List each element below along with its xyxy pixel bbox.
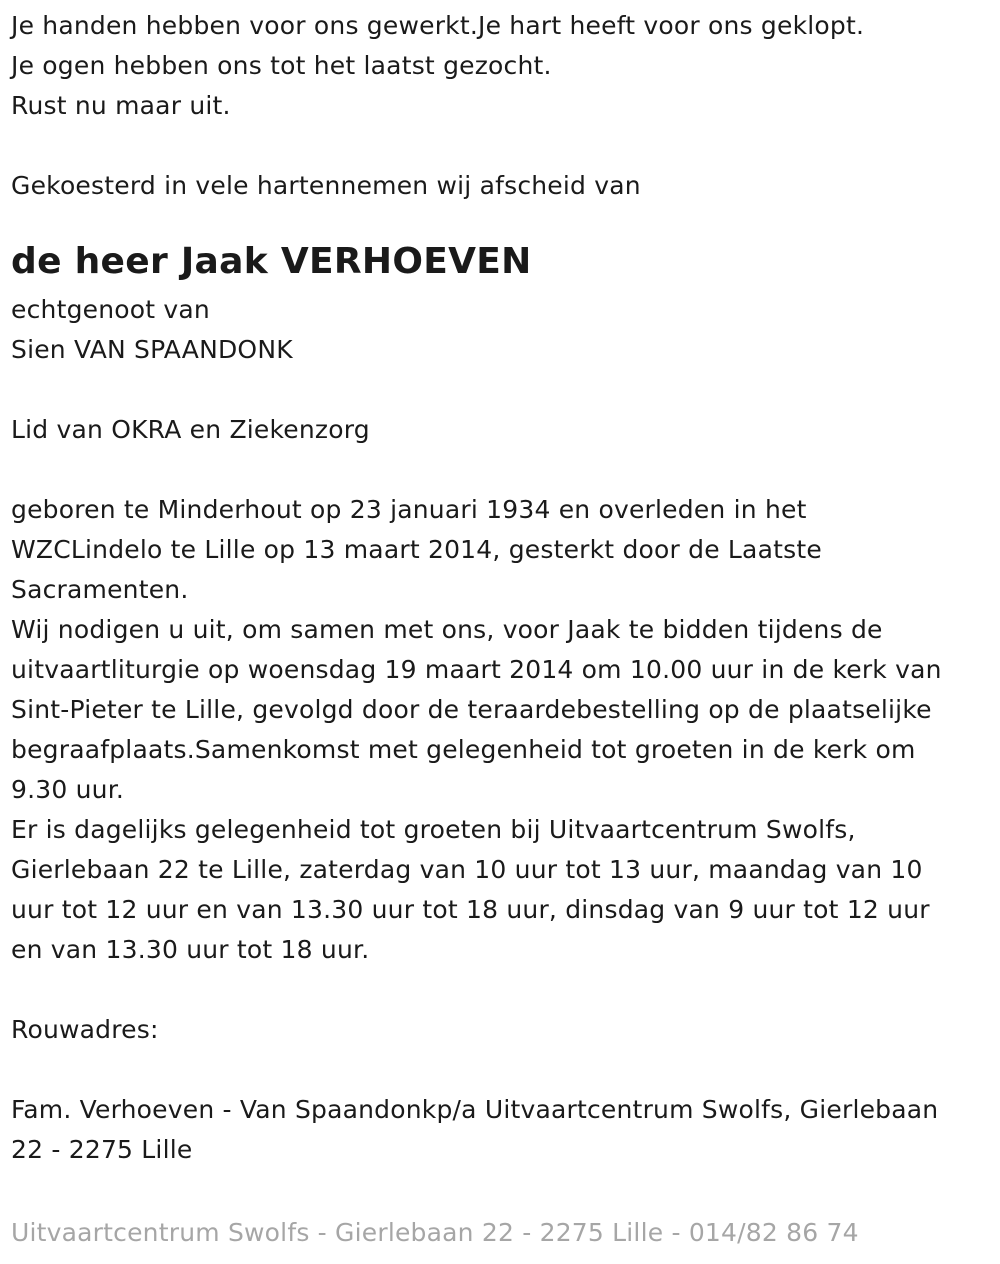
poem-line-1: Je handen hebben voor ons gewerkt.Je hart heeft voor ons geklopt. xyxy=(11,11,865,40)
obituary-document xyxy=(11,6,996,1170)
spacer xyxy=(11,1050,996,1090)
relation-text: echtgenoot van xyxy=(11,295,210,324)
intro-text: Gekoesterd in vele hartennemen wij afscheid van xyxy=(11,171,641,200)
details-line: en van 13.30 uur tot 18 uur. xyxy=(11,935,370,964)
details-line: Wij nodigen u uit, om samen met ons, voor Jaak te bidden tijdens de xyxy=(11,615,883,644)
deceased-name: de heer Jaak VERHOEVEN xyxy=(11,241,532,282)
mourning-address-line-1: Fam. Verhoeven - Van Spaandonkp/a Uitvaartcentrum Swolfs, Gierlebaan xyxy=(11,1095,939,1124)
poem-line-3: Rust nu maar uit. xyxy=(11,91,231,120)
membership-text: Lid van OKRA en Ziekenzorg xyxy=(11,415,370,444)
poem-line-2: Je ogen hebben ons tot het laatst gezocht. xyxy=(11,51,552,80)
details-line: geboren te Minderhout op 23 januari 1934 en overleden in het xyxy=(11,495,807,524)
spacer xyxy=(11,370,996,410)
mourning-address-label: Rouwadres: xyxy=(11,1015,159,1044)
funeral-home-footer: Uitvaartcentrum Swolfs - Gierlebaan 22 - 2275 Lille - 014/82 86 74 xyxy=(11,1218,859,1247)
details-line: 9.30 uur. xyxy=(11,775,125,804)
spouse-name: Sien VAN SPAANDONK xyxy=(11,335,293,364)
spacer xyxy=(11,450,996,490)
details-line: Sint-Pieter te Lille, gevolgd door de teraardebestelling op de plaatselijke xyxy=(11,695,932,724)
details-line: uur tot 12 uur en van 13.30 uur tot 18 uur, dinsdag van 9 uur tot 12 uur xyxy=(11,895,930,924)
details-line: Sacramenten. xyxy=(11,575,189,604)
details-line: begraafplaats.Samenkomst met gelegenheid tot groeten in de kerk om xyxy=(11,735,916,764)
details-line: uitvaartliturgie op woensdag 19 maart 2014 om 10.00 uur in de kerk van xyxy=(11,655,942,684)
details-line: Gierlebaan 22 te Lille, zaterdag van 10 uur tot 13 uur, maandag van 10 xyxy=(11,855,923,884)
mourning-address-line-2: 22 - 2275 Lille xyxy=(11,1135,193,1164)
spacer xyxy=(11,126,996,166)
details-line: WZCLindelo te Lille op 13 maart 2014, gesterkt door de Laatste xyxy=(11,535,822,564)
spacer xyxy=(11,970,996,1010)
details-line: Er is dagelijks gelegenheid tot groeten bij Uitvaartcentrum Swolfs, xyxy=(11,815,856,844)
